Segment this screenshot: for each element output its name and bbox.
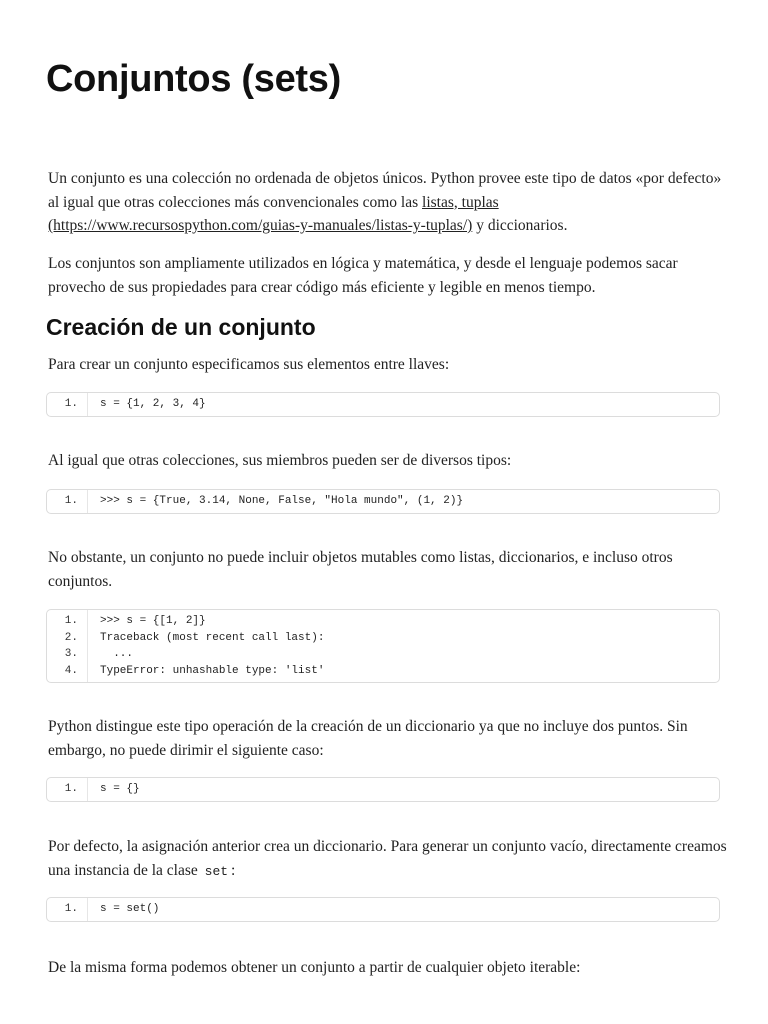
code-text: s = set() xyxy=(100,903,160,915)
code-block-mutable xyxy=(46,609,720,683)
code-text: ... xyxy=(100,648,134,660)
code-text: s = {1, 2, 3, 4} xyxy=(100,398,206,410)
create-paragraph: Para crear un conjunto especificamos sus elementos entre llaves: xyxy=(48,356,450,373)
default-text-after-code: : xyxy=(231,861,236,879)
line-number: 2. xyxy=(64,631,78,644)
code-text: >>> s = {True, 3.14, None, False, "Hola mundo", (1, 2)} xyxy=(100,495,464,507)
types-paragraph: Al igual que otras colecciones, sus miembros pueden ser de diversos tipos: xyxy=(48,452,512,469)
code-line xyxy=(47,646,719,663)
code-line xyxy=(47,613,719,630)
mutable-paragraph: No obstante, un conjunto no puede incluir objetos mutables como listas, diccionarios, e incluso otros conjuntos. xyxy=(48,549,673,590)
code-text: TypeError: unhashable type: 'list' xyxy=(100,664,325,677)
intro-paragraph-1 xyxy=(48,167,728,238)
page-title: Conjuntos (sets) xyxy=(46,58,341,100)
iterable-paragraph: De la misma forma podemos obtener un conjunto a partir de cualquier objeto iterable: xyxy=(48,959,581,976)
default-paragraph xyxy=(48,835,728,883)
code-text: Traceback (most recent call last): xyxy=(100,631,325,644)
line-number: 1. xyxy=(64,903,78,915)
lists-tuples-link[interactable]: listas, tuplas (https://www.recursospython.com/guias-y-manuales/listas-y-tuplas/) xyxy=(48,193,499,234)
line-number: 1. xyxy=(64,615,78,627)
code-line xyxy=(47,781,719,798)
code-block-empty-braces xyxy=(46,777,720,802)
section-heading: Creación de un conjunto xyxy=(46,314,316,340)
intro-text-before-link: Un conjunto es una colección no ordenada de objetos únicos. Python provee este tipo de datos «por defecto» al igual que otras colecciones más convencionales como las xyxy=(48,170,722,211)
default-text-before-code: Por defecto, la asignación anterior crea un diccionario. Para generar un conjunto vacío, directamente creamos una instancia de la clase xyxy=(48,838,727,879)
line-number: 1. xyxy=(64,783,78,795)
code-line xyxy=(47,663,719,680)
code-block-set-call xyxy=(46,897,720,922)
code-text: s = {} xyxy=(100,783,140,795)
code-line xyxy=(47,901,719,918)
line-number: 1. xyxy=(64,495,78,507)
code-text: >>> s = {[1, 2]} xyxy=(100,615,206,627)
line-number: 1. xyxy=(64,398,78,410)
code-block-types xyxy=(46,489,720,514)
intro-text-after-link: y diccionarios. xyxy=(472,217,568,234)
line-number: 4. xyxy=(64,664,78,677)
intro-paragraph-2: Los conjuntos son ampliamente utilizados en lógica y matemática, y desde el lenguaje podemos sacar provecho de sus propiedades para crear código más eficiente y legible en menos tiempo. xyxy=(48,255,678,296)
code-line xyxy=(47,630,719,647)
code-line xyxy=(47,493,719,510)
inline-code-set: set xyxy=(204,863,229,879)
line-number: 3. xyxy=(64,648,78,660)
code-block-create xyxy=(46,392,720,417)
code-line xyxy=(47,396,719,413)
distinguish-paragraph: Python distingue este tipo operación de la creación de un diccionario ya que no incluye dos puntos. Sin embargo, no puede dirimir el siguiente caso: xyxy=(48,718,688,759)
